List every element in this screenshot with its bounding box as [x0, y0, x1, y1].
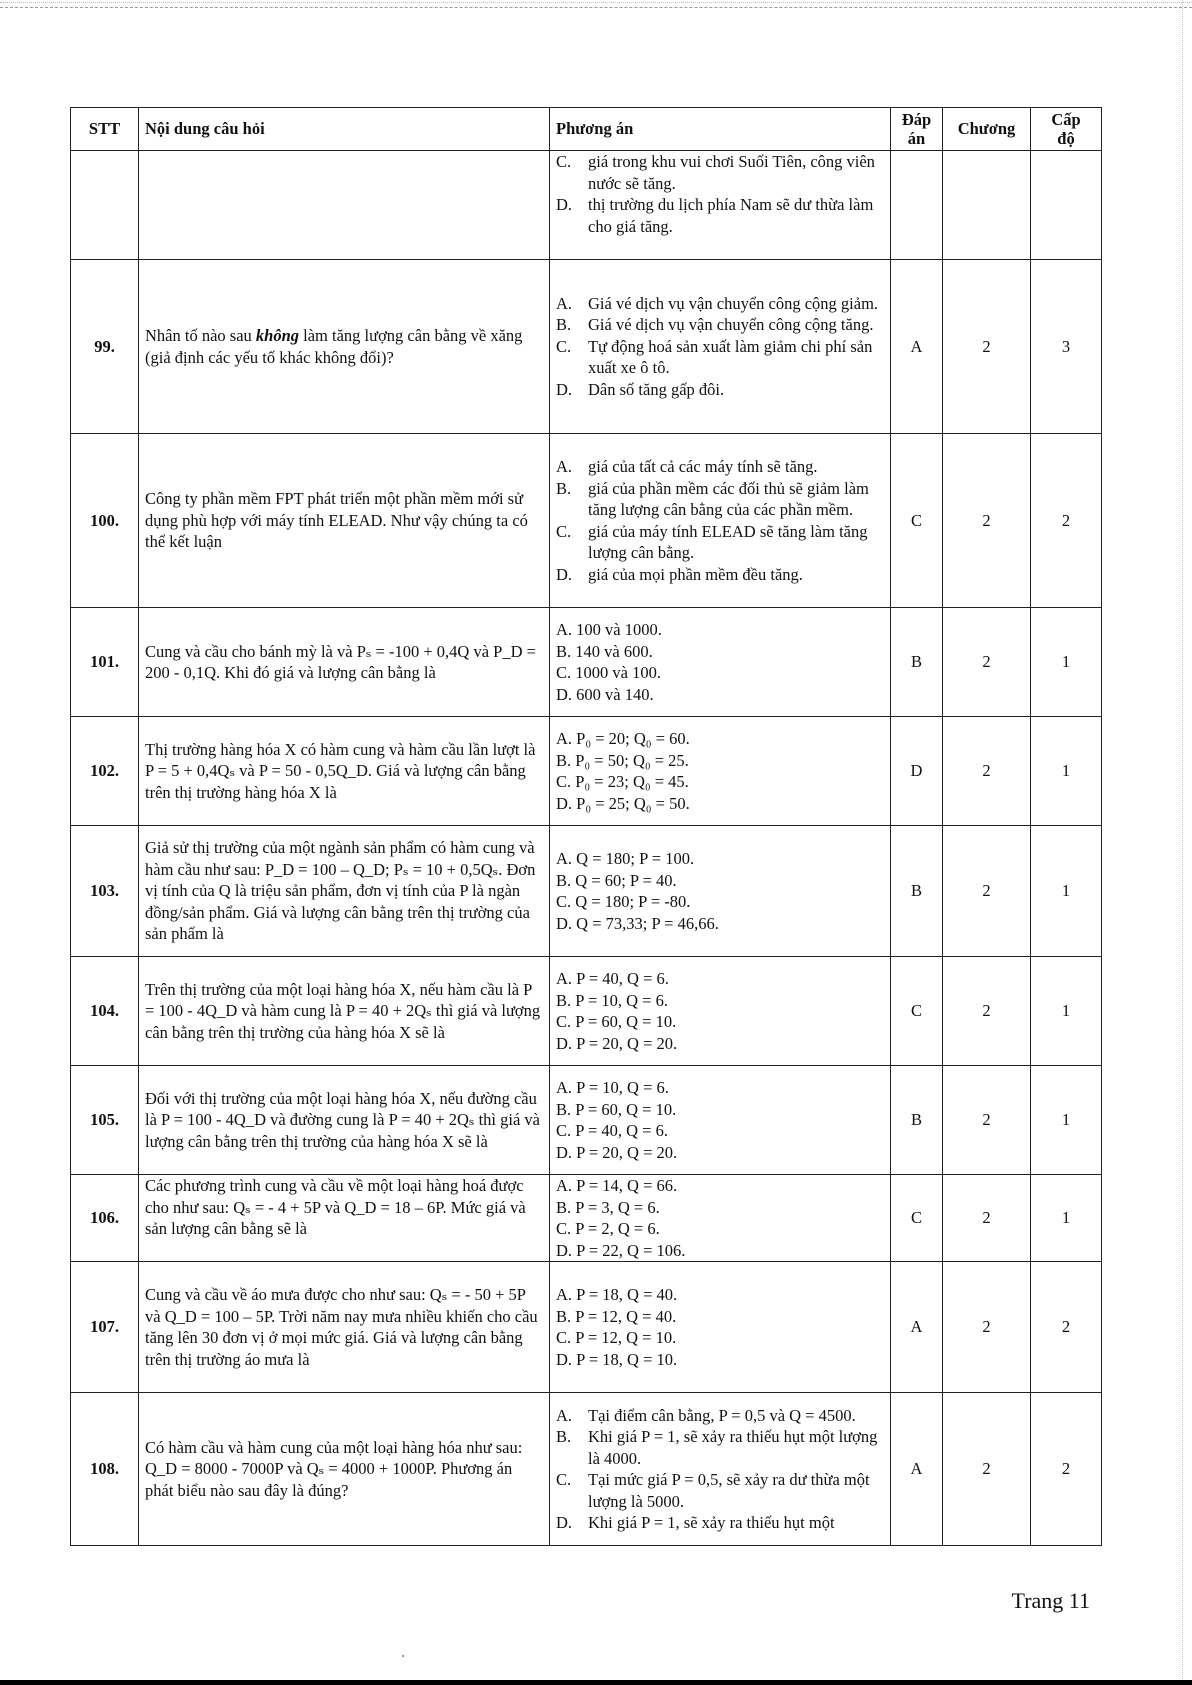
- answer-cell: A: [891, 1262, 943, 1393]
- answer-cell: C: [891, 434, 943, 608]
- option-item: A. giá của tất cả các máy tính sẽ tăng.: [556, 457, 818, 476]
- option-item: B. 140 và 600.: [556, 641, 653, 661]
- option-item: D. P₀ = 25; Q₀ = 50.: [556, 793, 690, 813]
- level-cell: 1: [1031, 1175, 1102, 1262]
- option-item: B. P₀ = 50; Q₀ = 25.: [556, 750, 689, 770]
- table-row: [71, 1175, 1102, 1262]
- option-item: D. 600 và 140.: [556, 684, 654, 704]
- answer-cell: C: [891, 957, 943, 1066]
- option-item: A. P = 14, Q = 66.: [556, 1176, 678, 1195]
- option-item: D. P = 18, Q = 10.: [556, 1349, 678, 1369]
- header-stt: STT: [71, 108, 139, 151]
- option-item: A. P = 18, Q = 40.: [556, 1285, 678, 1304]
- option-item: C. P = 60, Q = 10.: [556, 1012, 677, 1031]
- chapter-cell: 2: [943, 608, 1031, 717]
- header-chapter: Chương: [943, 108, 1031, 151]
- option-item: A. P = 10, Q = 6.: [556, 1078, 669, 1097]
- option-item: B. P = 60, Q = 10.: [556, 1099, 677, 1119]
- chapter-cell: 2: [943, 717, 1031, 826]
- table-row: [71, 826, 1102, 957]
- question-number: 100.: [71, 434, 139, 608]
- question-text: Có hàm cầu và hàm cung của một loại hàng hóa như sau: Q_D = 8000 - 7000P và Qₛ = 4000 + 1000P. Phương án phát biểu nào sau đây là đúng?: [139, 1393, 550, 1546]
- option-item: A. 100 và 1000.: [556, 620, 662, 639]
- question-text: Đối với thị trường của một loại hàng hóa X, nếu đường cầu là P = 100 - 4Q_D và đường cung là P = 40 + 2Qₛ thì giá và lượng cân bằng trên thị trường của hàng hóa X sẽ là: [139, 1066, 550, 1175]
- question-text: Cung và cầu về áo mưa được cho như sau: Qₛ = - 50 + 5P và Q_D = 100 – 5P. Trời năm nay mưa nhiều khiến cho cầu tăng lên 30 đơn vị ở mọi mức giá. Giá và lượng cân bằng trên thị trường áo mưa là: [139, 1262, 550, 1393]
- option-item: C. P = 2, Q = 6.: [556, 1219, 660, 1238]
- scan-speck: [402, 1655, 404, 1657]
- option-item: B. P = 10, Q = 6.: [556, 990, 668, 1010]
- level-cell: 1: [1031, 717, 1102, 826]
- option-item: D. Dân số tăng gấp đôi.: [556, 379, 725, 399]
- answer-cell: B: [891, 1066, 943, 1175]
- question-text: Cung và cầu cho bánh mỳ là và Pₛ = -100 + 0,4Q và P_D = 200 - 0,1Q. Khi đó giá và lượng cân bằng là: [139, 608, 550, 717]
- chapter-cell: 2: [943, 260, 1031, 434]
- options-cell: [550, 151, 891, 260]
- page-number: Trang 11: [1011, 1588, 1090, 1613]
- option-item: D. P = 20, Q = 20.: [556, 1033, 678, 1053]
- question-number: 101.: [71, 608, 139, 717]
- options-cell: [550, 826, 891, 957]
- question-number: 99.: [71, 260, 139, 434]
- question-number: 103.: [71, 826, 139, 957]
- level-cell: 1: [1031, 608, 1102, 717]
- table-header-row: [71, 108, 1102, 151]
- question-text: Các phương trình cung và cầu về một loại hàng hoá được cho như sau: Qₛ = - 4 + 5P và Q_D = 18 – 6P. Mức giá và sản lượng cân bằng sẽ là: [139, 1175, 550, 1262]
- table-row: [71, 260, 1102, 434]
- table-row: [71, 1393, 1102, 1546]
- answer-cell: D: [891, 717, 943, 826]
- chapter-cell: 2: [943, 957, 1031, 1066]
- level-cell: 2: [1031, 434, 1102, 608]
- question-number: 106.: [71, 1175, 139, 1262]
- option-item: A. Giá vé dịch vụ vận chuyển công cộng giảm.: [556, 293, 879, 313]
- option-item: D. Q = 73,33; P = 46,66.: [556, 913, 719, 933]
- answer-cell: A: [891, 1393, 943, 1546]
- option-item: D. giá của mọi phần mềm đều tăng.: [556, 564, 803, 584]
- option-item: C. 1000 và 100.: [556, 663, 661, 682]
- option-item: C. P = 12, Q = 10.: [556, 1328, 677, 1347]
- table-row: [71, 151, 1102, 260]
- options-cell: [550, 1262, 891, 1393]
- header-options: Phương án: [550, 108, 891, 151]
- option-item: A. Q = 180; P = 100.: [556, 849, 695, 868]
- level-cell: 3: [1031, 260, 1102, 434]
- option-item: A. Tại điểm cân bằng, P = 0,5 và Q = 4500.: [556, 1405, 856, 1425]
- chapter-cell: 2: [943, 1262, 1031, 1393]
- table-row: [71, 434, 1102, 608]
- question-text: Thị trường hàng hóa X có hàm cung và hàm cầu lần lượt là P = 5 + 0,4Qₛ và P = 50 - 0,5Q_D. Giá và lượng cân bằng trên thị trường hàng hóa X là: [139, 717, 550, 826]
- option-item: B. giá của phần mềm các đối thủ sẽ giảm làm tăng lượng cân bằng của các phần mềm.: [556, 478, 869, 519]
- scan-edge-bottom: [0, 1680, 1192, 1685]
- option-item: D. P = 20, Q = 20.: [556, 1142, 678, 1162]
- option-item: B. Khi giá P = 1, sẽ xảy ra thiếu hụt một lượng là 4000.: [556, 1427, 878, 1468]
- question-text: Công ty phần mềm FPT phát triển một phần mềm mới sử dụng phù hợp với máy tính ELEAD. Như vậy chúng ta có thể kết luận: [139, 434, 550, 608]
- table-row: [71, 957, 1102, 1066]
- level-cell: 1: [1031, 957, 1102, 1066]
- question-number: 105.: [71, 1066, 139, 1175]
- table-row: [71, 1066, 1102, 1175]
- options-cell: [550, 608, 891, 717]
- options-cell: [550, 957, 891, 1066]
- answer-cell: A: [891, 260, 943, 434]
- answer-cell: C: [891, 1175, 943, 1262]
- options-cell: [550, 1393, 891, 1546]
- chapter-cell: 2: [943, 434, 1031, 608]
- options-cell: [550, 717, 891, 826]
- level-cell: 1: [1031, 826, 1102, 957]
- question-number: 104.: [71, 957, 139, 1066]
- option-item: B. P = 3, Q = 6.: [556, 1197, 660, 1217]
- header-level: Cấp độ: [1031, 108, 1102, 151]
- scan-edge-top: [0, 0, 1192, 8]
- option-item: C. Tự động hoá sản xuất làm giảm chi phí sản xuất xe ô tô.: [556, 336, 873, 378]
- option-item: C. Q = 180; P = -80.: [556, 892, 691, 911]
- level-cell: 1: [1031, 1066, 1102, 1175]
- option-item: D. Khi giá P = 1, sẽ xảy ra thiếu hụt một: [556, 1513, 835, 1532]
- question-text: Trên thị trường của một loại hàng hóa X, nếu hàm cầu là P = 100 - 4Q_D và hàm cung là P = 40 + 2Qₛ thì giá và lượng cân bằng trên thị trường của hàng hóa X sẽ là: [139, 957, 550, 1066]
- option-item: B. Q = 60; P = 40.: [556, 870, 677, 890]
- question-number: 107.: [71, 1262, 139, 1393]
- header-question-content: Nội dung câu hỏi: [139, 108, 550, 151]
- question-text: Nhân tố nào sau không làm tăng lượng cân bằng về xăng (giả định các yếu tố khác không đổi)?: [139, 260, 550, 434]
- option-item: C. P₀ = 23; Q₀ = 45.: [556, 772, 689, 791]
- table-row: [71, 717, 1102, 826]
- option-item: C. P = 40, Q = 6.: [556, 1121, 668, 1140]
- option-item: C. giá trong khu vui chơi Suối Tiên, công viên nước sẽ tăng.: [556, 152, 875, 193]
- option-item: A. P₀ = 20; Q₀ = 60.: [556, 729, 690, 748]
- option-item: C. giá của máy tính ELEAD sẽ tăng làm tăng lượng cân bằng.: [556, 521, 868, 562]
- question-number: 108.: [71, 1393, 139, 1546]
- level-cell: 2: [1031, 1262, 1102, 1393]
- answer-cell: B: [891, 826, 943, 957]
- question-text: Giả sử thị trường của một ngành sản phẩm có hàm cung và hàm cầu như sau: P_D = 100 – Q_D; Pₛ = 10 + 0,5Qₛ. Đơn vị tính của Q là triệu sản phẩm, đơn vị tính của P là ngàn đồng/sản phẩm. Giá và lượng cân bằng trên thị trường của sản phẩm là: [139, 826, 550, 957]
- table-row: [71, 1262, 1102, 1393]
- emphasis-word: không: [255, 326, 300, 345]
- level-cell: 2: [1031, 1393, 1102, 1546]
- option-item: B. P = 12, Q = 40.: [556, 1306, 677, 1326]
- header-answer: Đáp án: [891, 108, 943, 151]
- chapter-cell: 2: [943, 1066, 1031, 1175]
- options-cell: [550, 434, 891, 608]
- options-cell: [550, 260, 891, 434]
- option-item: C. Tại mức giá P = 0,5, sẽ xảy ra dư thừa một lượng là 5000.: [556, 1470, 870, 1511]
- option-item: D. P = 22, Q = 106.: [556, 1240, 686, 1260]
- chapter-cell: 2: [943, 826, 1031, 957]
- options-cell: [550, 1175, 891, 1262]
- option-item: D. thị trường du lịch phía Nam sẽ dư thừa làm cho giá tăng.: [556, 195, 874, 236]
- table-row: [71, 608, 1102, 717]
- option-item: B. Giá vé dịch vụ vận chuyển công cộng tăng.: [556, 315, 874, 335]
- chapter-cell: 2: [943, 1175, 1031, 1262]
- answer-cell: B: [891, 608, 943, 717]
- question-number: 102.: [71, 717, 139, 826]
- option-item: A. P = 40, Q = 6.: [556, 969, 669, 988]
- question-table: [70, 107, 1102, 1546]
- scan-edge-right: [1182, 0, 1192, 1685]
- chapter-cell: 2: [943, 1393, 1031, 1546]
- options-cell: [550, 1066, 891, 1175]
